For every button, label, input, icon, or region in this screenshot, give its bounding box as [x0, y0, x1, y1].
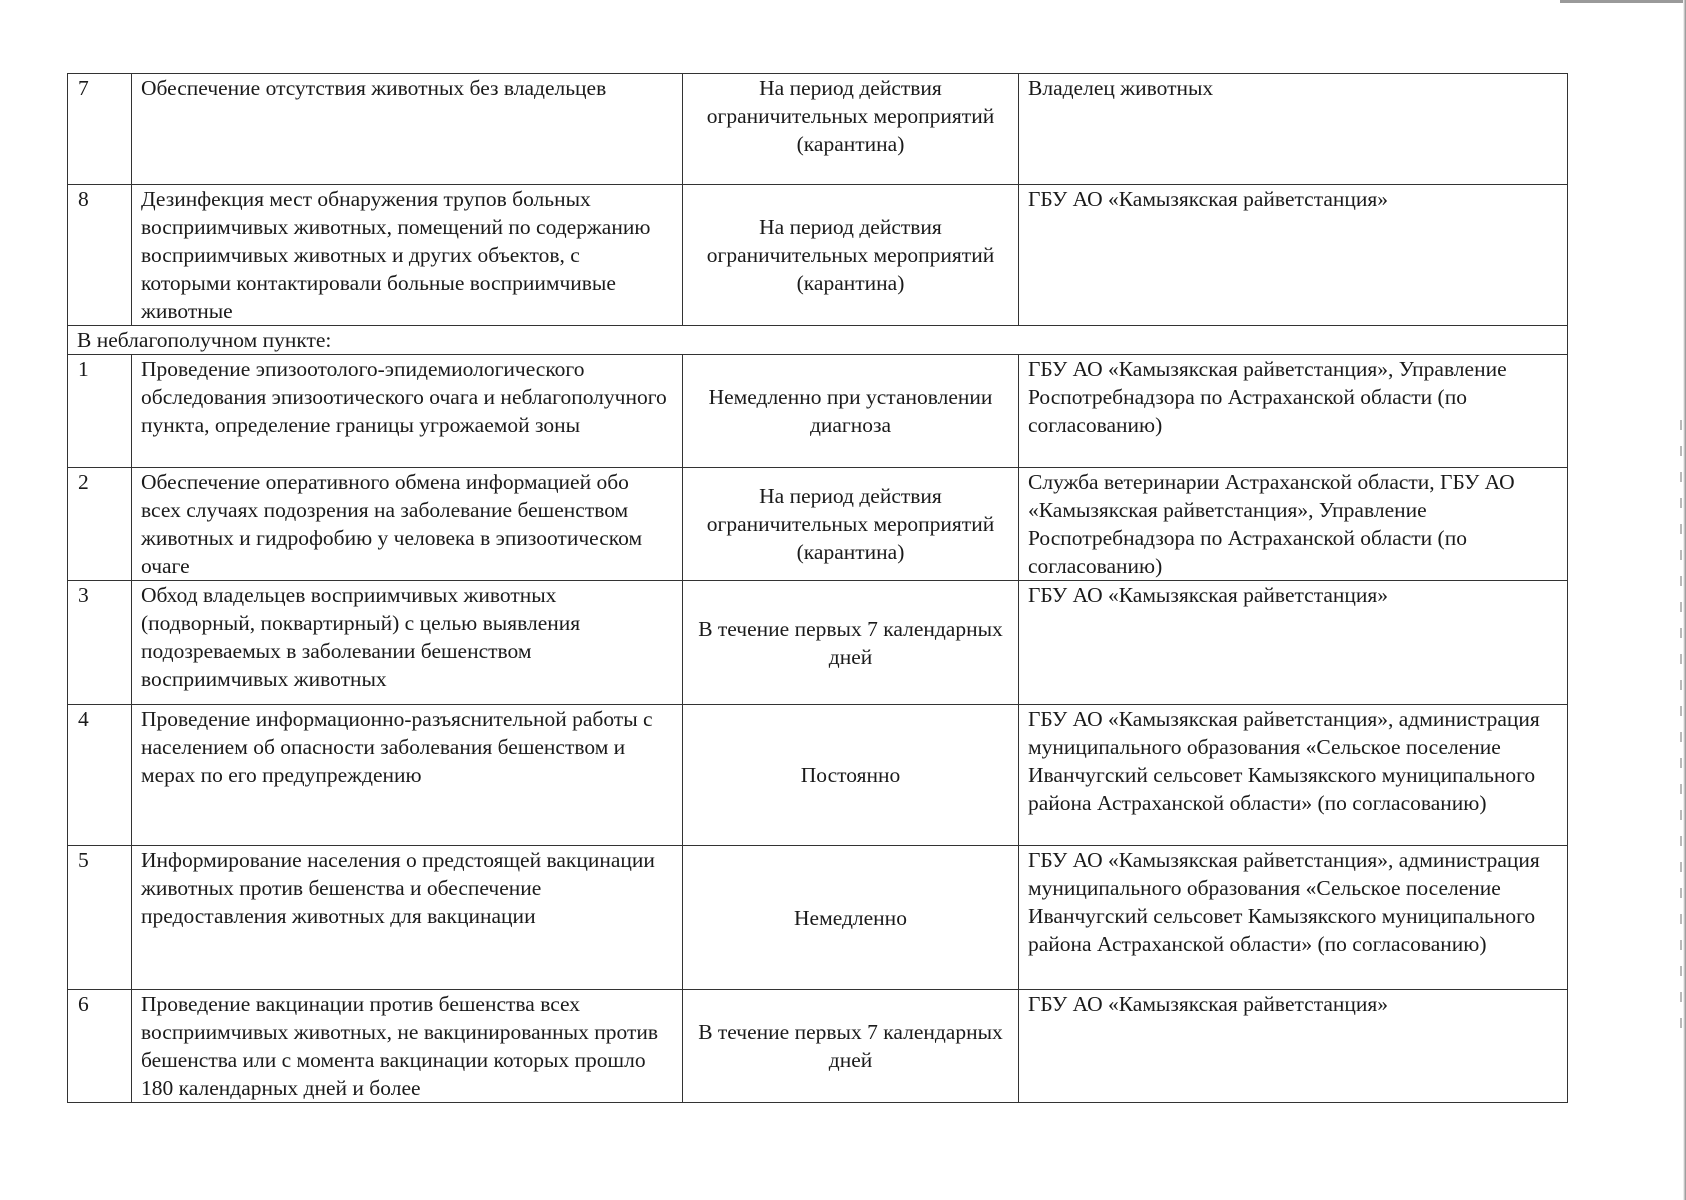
row-number: 3	[68, 581, 132, 705]
action-cell: Обход владельцев восприимчивых животных (подворный, поквартирный) с целью выявления подозреваемых в заболевании бешенством восприимчивых животных	[132, 581, 683, 705]
table-row	[68, 846, 1568, 990]
action-cell: Обеспечение оперативного обмена информацией обо всех случаях подозрения на заболевание бешенством животных и гидрофобию у человека в эпизоотическом очаге	[132, 468, 683, 581]
row-number: 2	[68, 468, 132, 581]
section-title: В неблагополучном пункте:	[68, 326, 1568, 355]
section-row	[68, 326, 1568, 355]
row-number: 6	[68, 990, 132, 1103]
responsible-cell: ГБУ АО «Камызякская райветстанция», администрация муниципального образования «Сельское поселение Иванчугский сельсовет Камызякского муниципального района Астраханской области» (по согласованию)	[1019, 846, 1568, 990]
table-row	[68, 74, 1568, 185]
action-cell: Обеспечение отсутствия животных без владельцев	[132, 74, 683, 185]
responsible-cell: ГБУ АО «Камызякская райветстанция»	[1019, 185, 1568, 326]
responsible-cell: Служба ветеринарии Астраханской области, ГБУ АО «Камызякская райветстанция», Управление Роспотребнадзора по Астраханской области (по согласованию)	[1019, 468, 1568, 581]
row-number: 5	[68, 846, 132, 990]
responsible-cell: ГБУ АО «Камызякская райветстанция»	[1019, 990, 1568, 1103]
action-cell: Информирование населения о предстоящей вакцинации животных против бешенства и обеспечение предоставления животных для вакцинации	[132, 846, 683, 990]
responsible-cell: Владелец животных	[1019, 74, 1568, 185]
period-cell: Немедленно при установлении диагноза	[683, 355, 1019, 468]
period-cell: Постоянно	[683, 705, 1019, 846]
action-cell: Дезинфекция мест обнаружения трупов больных восприимчивых животных, помещений по содержанию восприимчивых животных и других объектов, с которыми контактировали больные восприимчивые животные	[132, 185, 683, 326]
period-cell: Немедленно	[683, 846, 1019, 990]
row-number: 4	[68, 705, 132, 846]
scan-edge-top	[1560, 0, 1686, 3]
responsible-cell: ГБУ АО «Камызякская райветстанция»	[1019, 581, 1568, 705]
responsible-cell: ГБУ АО «Камызякская райветстанция», Управление Роспотребнадзора по Астраханской области (по согласованию)	[1019, 355, 1568, 468]
period-cell: В течение первых 7 календарных дней	[683, 581, 1019, 705]
responsible-cell: ГБУ АО «Камызякская райветстанция», администрация муниципального образования «Сельское поселение Иванчугский сельсовет Камызякского муниципального района Астраханской области» (по согласованию)	[1019, 705, 1568, 846]
row-number: 8	[68, 185, 132, 326]
measures-table	[67, 73, 1568, 1103]
table-row	[68, 355, 1568, 468]
row-number: 7	[68, 74, 132, 185]
period-cell: На период действия ограничительных мероприятий (карантина)	[683, 468, 1019, 581]
scan-marks	[1680, 420, 1682, 1040]
action-cell: Проведение вакцинации против бешенства всех восприимчивых животных, не вакцинированных против бешенства или с момента вакцинации которых прошло 180 календарных дней и более	[132, 990, 683, 1103]
table-row	[68, 581, 1568, 705]
period-cell: В течение первых 7 календарных дней	[683, 990, 1019, 1103]
row-number: 1	[68, 355, 132, 468]
table-row	[68, 185, 1568, 326]
table-row	[68, 990, 1568, 1103]
period-cell: На период действия ограничительных мероприятий (карантина)	[683, 185, 1019, 326]
table-row	[68, 705, 1568, 846]
action-cell: Проведение эпизоотолого-эпидемиологического обследования эпизоотического очага и неблагополучного пункта, определение границы угрожаемой зоны	[132, 355, 683, 468]
period-cell: На период действия ограничительных мероприятий (карантина)	[683, 74, 1019, 185]
table-row	[68, 468, 1568, 581]
action-cell: Проведение информационно-разъяснительной работы с населением об опасности заболевания бешенством и мерах по его предупреждению	[132, 705, 683, 846]
